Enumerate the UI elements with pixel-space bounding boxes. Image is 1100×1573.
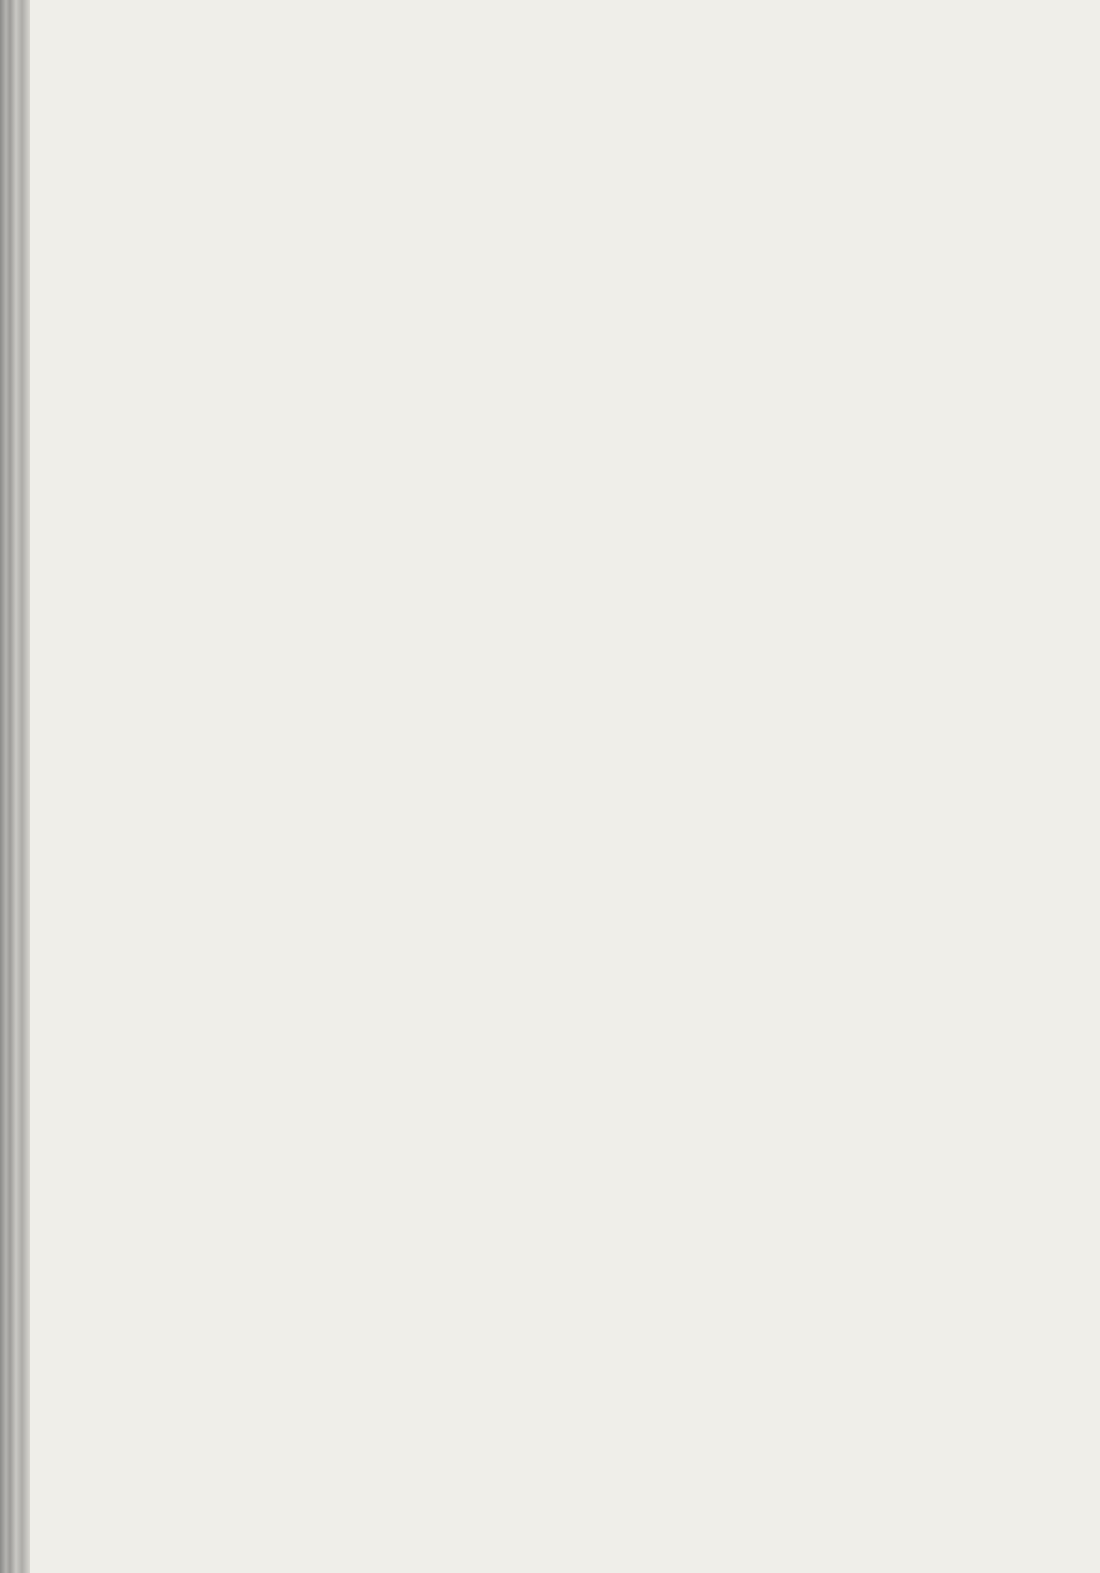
report-first-line	[144, 827, 1004, 844]
running-header	[144, 80, 166, 102]
book-page	[30, 0, 1100, 1573]
book-binding-edge	[0, 0, 30, 1573]
annual-report-section	[144, 827, 1004, 844]
